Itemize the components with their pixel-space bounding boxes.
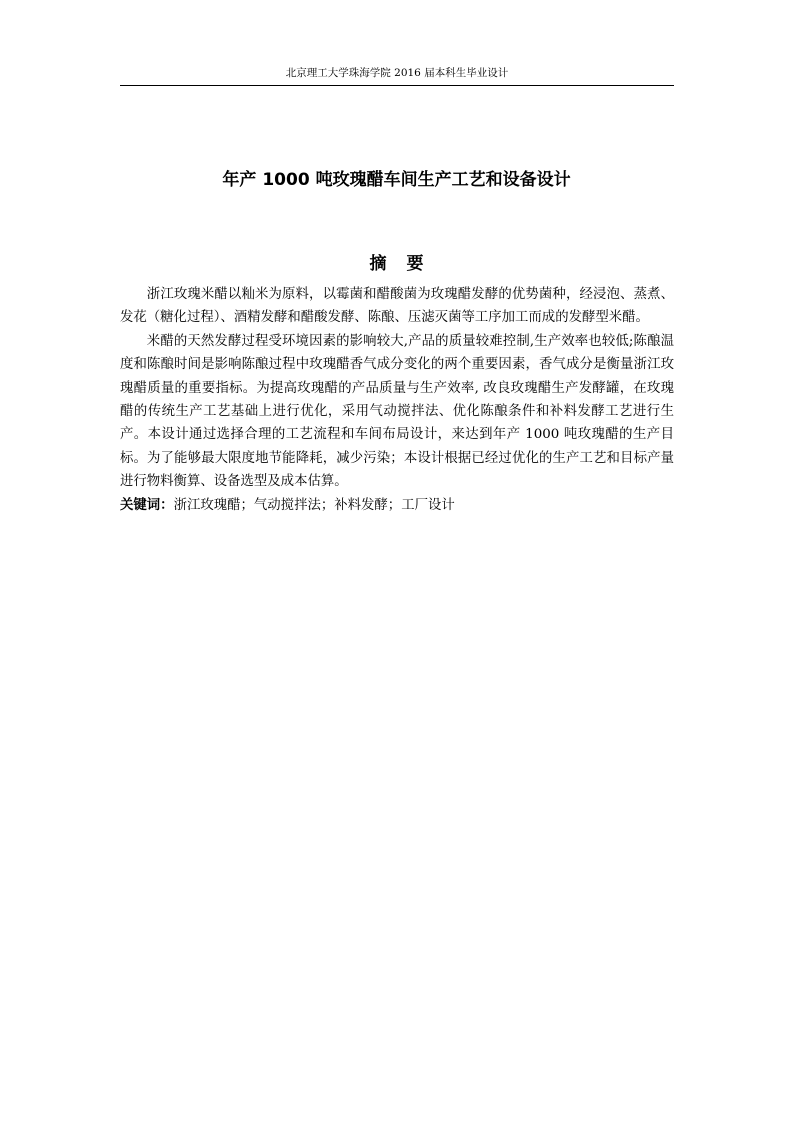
page-header <box>120 66 674 86</box>
abstract-heading: 摘要 <box>369 254 444 274</box>
header-text: 北京理工大学珠海学院 2016 届本科生毕业设计 <box>285 67 509 79</box>
abstract-paragraph-2: 米醋的天然发酵过程受环境因素的影响较大,产品的质量较难控制,生产效率也较低;陈酿温度和陈酿时间是影响陈酿过程中玫瑰醋香气成分变化的两个重要因素，香气成分是衡量浙江玫瑰醋质量的重要指标。为提高玫瑰醋的产品质量与生产效率, 改良玫瑰醋生产发酵罐，在玫瑰醋的传统生产工艺基础上进行优化，采用气动搅拌法、优化陈酿条件和补料发酵工艺进行生产。本设计通过选择合理的工艺流程和车间布局设计，来达到年产 1000 吨玫瑰醋的生产目标。为了能够最大限度地节能降耗，减少污染；本设计根据已经过优化的生产工艺和目标产量进行物料衡算、设备选型及成本估算。 <box>120 333 674 490</box>
abstract-body <box>120 283 674 517</box>
document-title: 年产 1000 吨玫瑰醋车间生产工艺和设备设计 <box>222 170 571 190</box>
keywords-value: 浙江玫瑰醋；气动搅拌法；补料发酵；工厂设计 <box>173 497 455 513</box>
keywords-label: 关键词： <box>120 497 174 513</box>
keywords-line <box>120 494 674 517</box>
abstract-paragraph-1: 浙江玫瑰米醋以籼米为原料，以霉菌和醋酸菌为玫瑰醋发酵的优势菌种，经浸泡、蒸煮、发花（糖化过程）、酒精发酵和醋酸发酵、陈酿、压滤灭菌等工序加工而成的发酵型米醋。 <box>120 287 674 326</box>
